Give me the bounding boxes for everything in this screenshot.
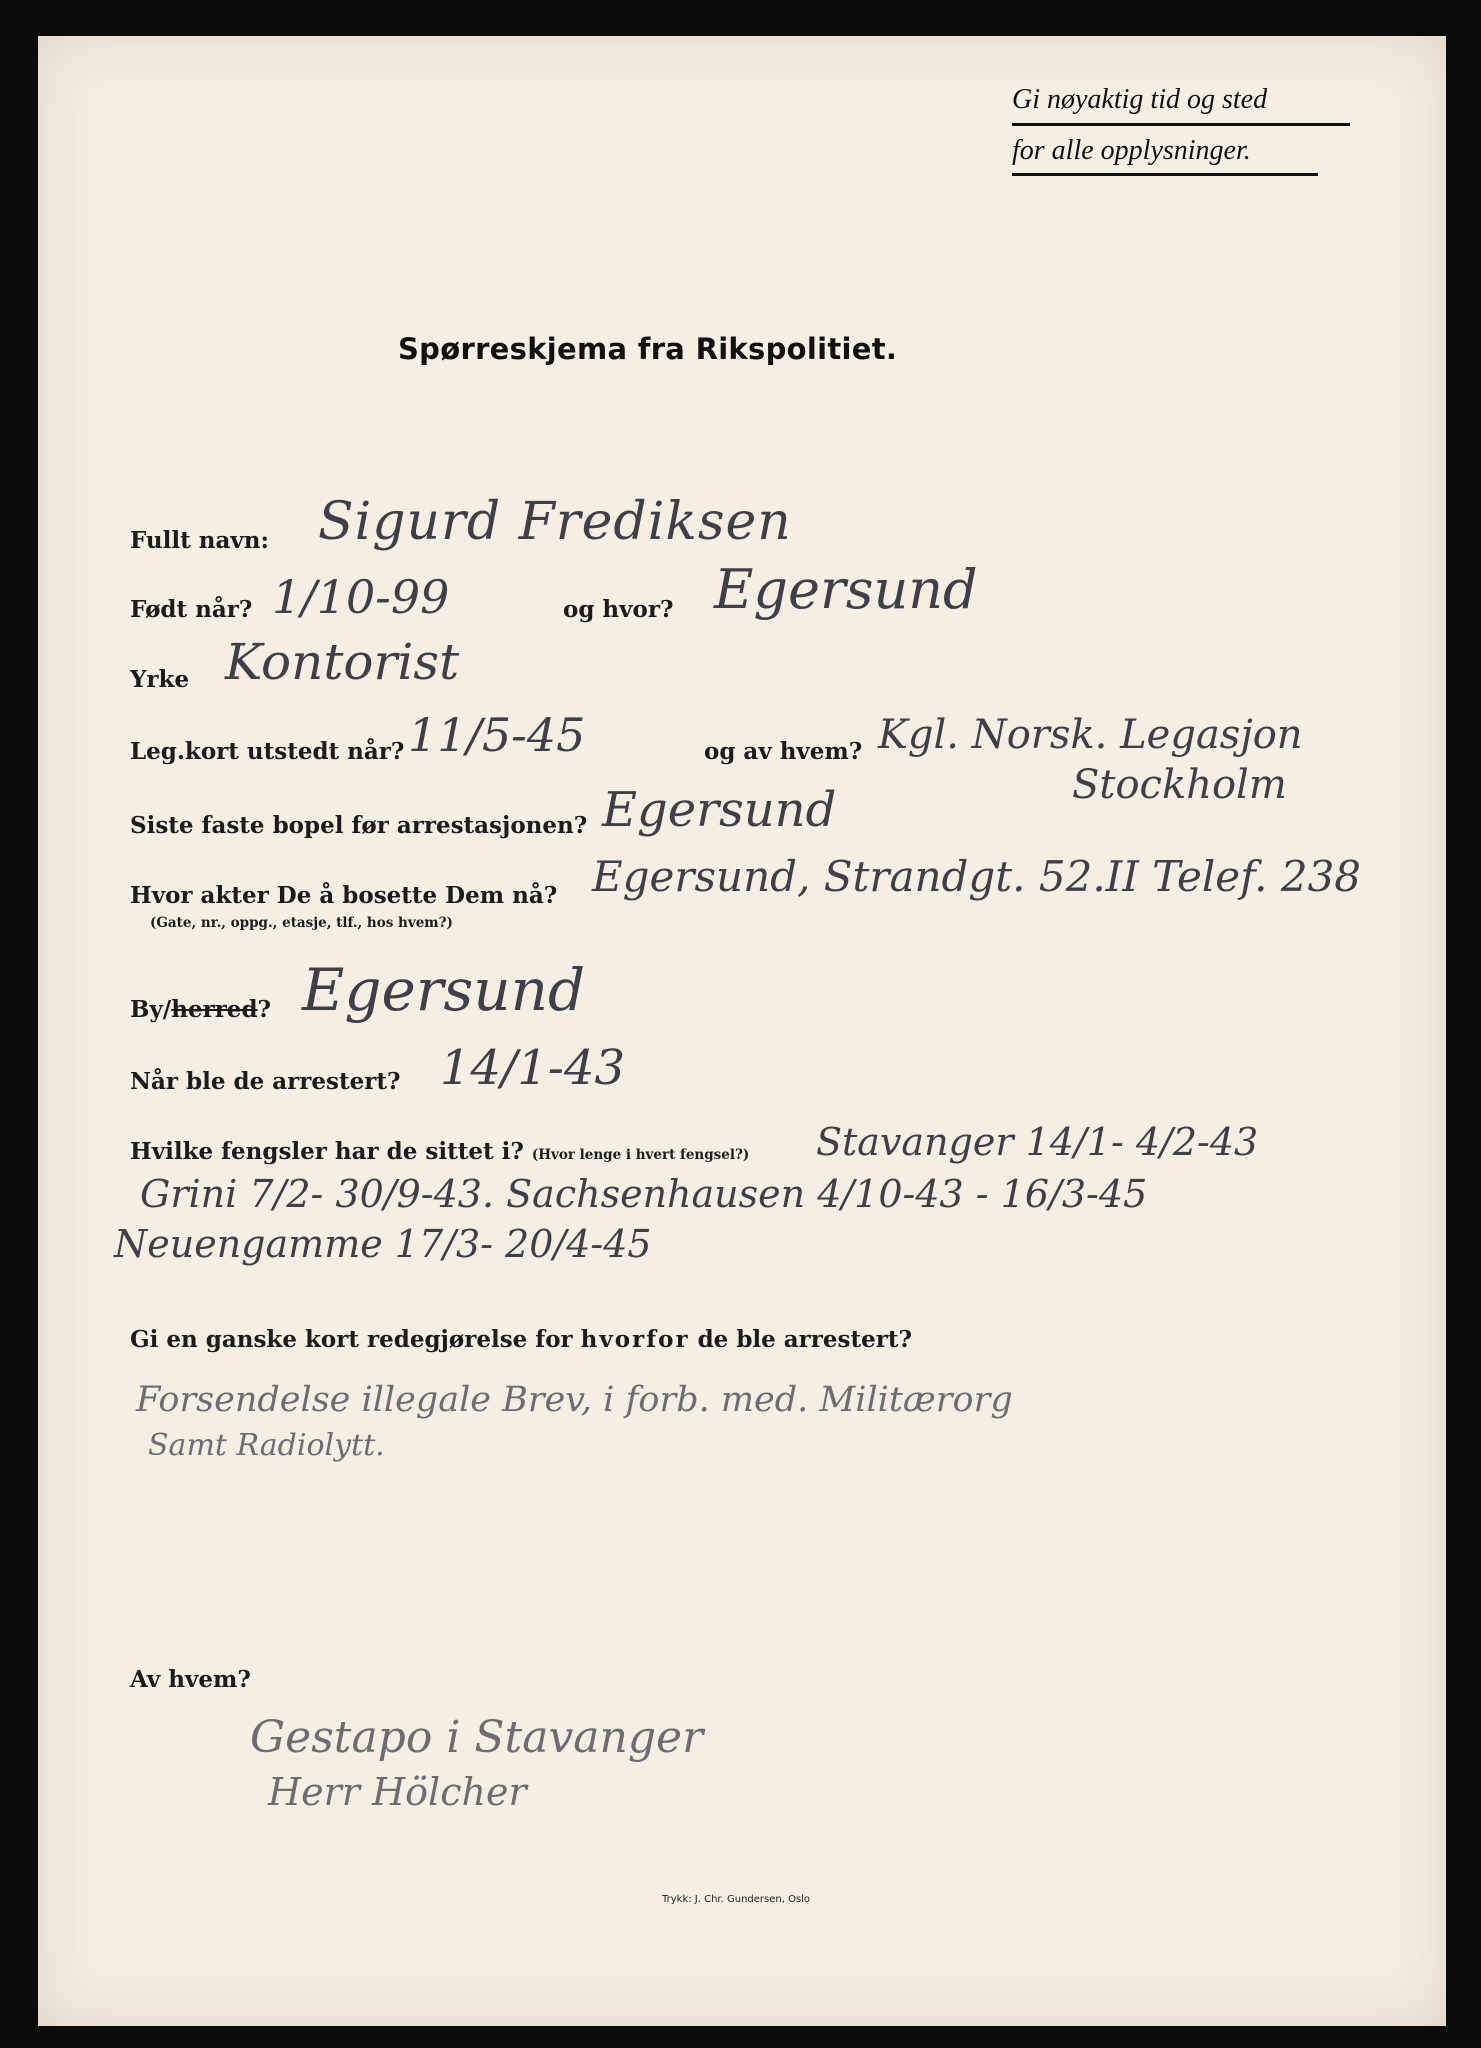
id-issued-by-value-line1: Kgl. Norsk. Legasjon: [878, 712, 1303, 758]
reason-line-1: Forsendelse illegale Brev, i forb. med. Militærorg: [136, 1380, 1013, 1420]
id-issued-by-value-line2: Stockholm: [1072, 762, 1287, 808]
settle-where-value: Egersund, Strandgt. 52.II Telef. 238: [592, 852, 1362, 901]
prisons-label: [130, 1138, 749, 1165]
notice-rule-1: [1012, 123, 1350, 126]
id-issued-by-label: og av hvem?: [704, 738, 863, 765]
id-issued-when-label: Leg.kort utstedt når?: [130, 738, 405, 765]
born-where-label: og hvor?: [563, 596, 674, 623]
reason-label-prefix: Gi en ganske kort redegjørelse for: [130, 1326, 573, 1353]
prisons-line-2: Grini 7/2- 30/9-43. Sachsenhausen 4/10-43 - 16/3-45: [140, 1172, 1148, 1216]
full-name-value: Sigurd Frediksen: [318, 492, 792, 552]
occupation-label: Yrke: [130, 666, 190, 693]
town-label-prefix: By/: [130, 996, 172, 1023]
born-when-label: Født når?: [130, 596, 253, 623]
settle-where-sublabel: (Gate, nr., oppg., etasje, tlf., hos hvem?): [150, 915, 453, 931]
last-residence-label: Siste faste bopel før arrestasjonen?: [130, 812, 588, 839]
prisons-line-3: Neuengamme 17/3- 20/4-45: [114, 1222, 652, 1266]
full-name-label: Fullt navn:: [130, 527, 269, 554]
notice-line-2: for alle opplysninger.: [1012, 135, 1251, 166]
prisons-sublabel: (Hvor lenge i hvert fengsel?): [531, 1147, 750, 1163]
occupation-value: Kontorist: [225, 633, 460, 691]
by-whom-line-2: Herr Hölcher: [268, 1770, 527, 1814]
reason-label-suffix: de ble arrestert?: [697, 1326, 912, 1353]
id-issued-when-value: 11/5-45: [408, 708, 586, 762]
prisons-line-1: Stavanger 14/1- 4/2-43: [816, 1120, 1259, 1164]
prisons-label-main: Hvilke fengsler har de sittet i?: [130, 1138, 524, 1165]
form-title: Spørreskjema fra Rikspolitiet.: [398, 332, 898, 366]
reason-label-emphasis: hvorfor: [580, 1326, 690, 1353]
by-whom-line-1: Gestapo i Stavanger: [250, 1712, 704, 1763]
last-residence-value: Egersund: [602, 782, 837, 838]
arrested-when-value: 14/1-43: [440, 1040, 626, 1096]
reason-label: [130, 1326, 912, 1353]
born-when-value: 1/10-99: [272, 570, 450, 624]
settle-where-label: Hvor akter De å bosette Dem nå?: [130, 882, 558, 909]
born-where-value: Egersund: [714, 558, 978, 621]
arrested-when-label: Når ble de arrestert?: [130, 1068, 401, 1095]
reason-line-2: Samt Radiolytt.: [148, 1428, 385, 1463]
printer-imprint: Trykk: J. Chr. Gundersen, Oslo: [662, 1894, 811, 1905]
town-value: Egersund: [302, 956, 586, 1024]
town-label-suffix: ?: [257, 996, 272, 1023]
notice-rule-2: [1012, 173, 1318, 176]
by-whom-label: Av hvem?: [130, 1666, 251, 1693]
town-label: [130, 996, 271, 1023]
town-label-struck: herred: [171, 996, 258, 1023]
notice-line-1: Gi nøyaktig tid og sted: [1012, 84, 1268, 115]
